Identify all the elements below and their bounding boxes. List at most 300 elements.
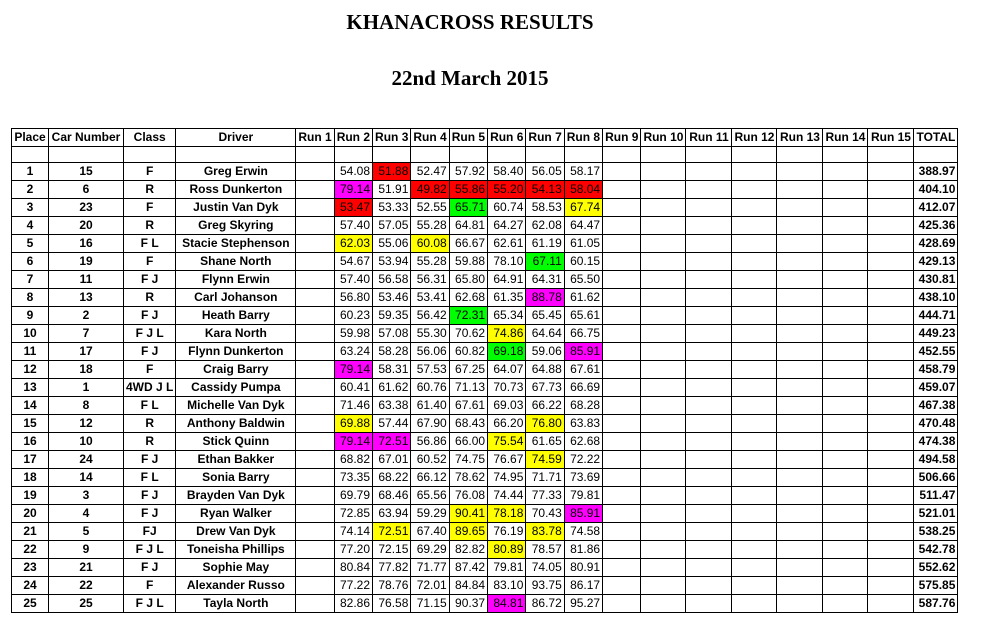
run-time-cell bbox=[686, 199, 732, 217]
empty-cell bbox=[564, 147, 602, 163]
run-time-cell bbox=[823, 289, 868, 307]
place-cell: 15 bbox=[12, 415, 49, 433]
class-cell: F bbox=[124, 199, 176, 217]
run-time-cell bbox=[603, 217, 641, 235]
run-time-cell bbox=[296, 379, 334, 397]
driver-cell: Justin Van Dyk bbox=[176, 199, 296, 217]
car-number-cell: 8 bbox=[49, 397, 124, 415]
column-header: Run 4 bbox=[411, 129, 449, 147]
run-time-cell: 56.31 bbox=[411, 271, 449, 289]
class-cell: F bbox=[124, 577, 176, 595]
run-time-cell: 78.76 bbox=[373, 577, 411, 595]
run-time-cell: 55.28 bbox=[411, 253, 449, 271]
run-time-cell bbox=[868, 577, 914, 595]
car-number-cell: 22 bbox=[49, 577, 124, 595]
run-time-cell bbox=[732, 325, 777, 343]
column-header: Run 8 bbox=[564, 129, 602, 147]
run-time-cell bbox=[641, 415, 686, 433]
run-time-cell bbox=[296, 541, 334, 559]
empty-cell bbox=[49, 147, 124, 163]
run-time-cell bbox=[777, 451, 823, 469]
run-time-cell bbox=[732, 271, 777, 289]
run-time-cell: 52.55 bbox=[411, 199, 449, 217]
run-time-cell: 84.84 bbox=[449, 577, 487, 595]
run-time-cell: 55.28 bbox=[411, 217, 449, 235]
total-cell: 388.97 bbox=[914, 163, 958, 181]
run-time-cell: 72.31 bbox=[449, 307, 487, 325]
run-time-cell bbox=[296, 217, 334, 235]
run-time-cell: 74.44 bbox=[488, 487, 526, 505]
run-time-cell bbox=[777, 415, 823, 433]
run-time-cell: 69.79 bbox=[334, 487, 372, 505]
run-time-cell bbox=[732, 469, 777, 487]
run-time-cell: 56.42 bbox=[411, 307, 449, 325]
run-time-cell bbox=[296, 343, 334, 361]
run-time-cell: 64.27 bbox=[488, 217, 526, 235]
run-time-cell: 64.64 bbox=[526, 325, 564, 343]
car-number-cell: 21 bbox=[49, 559, 124, 577]
total-cell: 538.25 bbox=[914, 523, 958, 541]
empty-cell bbox=[603, 147, 641, 163]
run-time-cell bbox=[732, 523, 777, 541]
run-time-cell bbox=[296, 469, 334, 487]
run-time-cell: 78.10 bbox=[488, 253, 526, 271]
run-time-cell bbox=[603, 397, 641, 415]
car-number-cell: 16 bbox=[49, 235, 124, 253]
class-cell: F L bbox=[124, 397, 176, 415]
run-time-cell bbox=[296, 415, 334, 433]
run-time-cell bbox=[296, 451, 334, 469]
run-time-cell bbox=[732, 595, 777, 613]
run-time-cell bbox=[603, 307, 641, 325]
total-cell: 425.36 bbox=[914, 217, 958, 235]
run-time-cell bbox=[823, 217, 868, 235]
car-number-cell: 6 bbox=[49, 181, 124, 199]
run-time-cell: 64.91 bbox=[488, 271, 526, 289]
run-time-cell bbox=[296, 253, 334, 271]
run-time-cell: 63.94 bbox=[373, 505, 411, 523]
run-time-cell: 71.46 bbox=[334, 397, 372, 415]
table-row bbox=[12, 217, 958, 235]
column-header: Run 14 bbox=[823, 129, 868, 147]
empty-cell bbox=[176, 147, 296, 163]
run-time-cell: 74.14 bbox=[334, 523, 372, 541]
table-row bbox=[12, 451, 958, 469]
run-time-cell bbox=[686, 361, 732, 379]
driver-cell: Ethan Bakker bbox=[176, 451, 296, 469]
total-cell: 412.07 bbox=[914, 199, 958, 217]
run-time-cell bbox=[603, 451, 641, 469]
class-cell: F J bbox=[124, 307, 176, 325]
run-time-cell: 56.86 bbox=[411, 433, 449, 451]
driver-cell: Drew Van Dyk bbox=[176, 523, 296, 541]
table-row bbox=[12, 361, 958, 379]
run-time-cell bbox=[603, 325, 641, 343]
run-time-cell: 60.23 bbox=[334, 307, 372, 325]
car-number-cell: 24 bbox=[49, 451, 124, 469]
empty-cell bbox=[488, 147, 526, 163]
run-time-cell bbox=[732, 397, 777, 415]
run-time-cell: 67.61 bbox=[449, 397, 487, 415]
run-time-cell: 57.05 bbox=[373, 217, 411, 235]
run-time-cell bbox=[603, 343, 641, 361]
run-time-cell: 80.84 bbox=[334, 559, 372, 577]
run-time-cell: 52.47 bbox=[411, 163, 449, 181]
run-time-cell bbox=[603, 271, 641, 289]
run-time-cell bbox=[603, 469, 641, 487]
run-time-cell: 66.69 bbox=[564, 379, 602, 397]
run-time-cell: 73.69 bbox=[564, 469, 602, 487]
run-time-cell: 65.71 bbox=[449, 199, 487, 217]
run-time-cell: 53.47 bbox=[334, 199, 372, 217]
run-time-cell: 67.25 bbox=[449, 361, 487, 379]
run-time-cell: 69.29 bbox=[411, 541, 449, 559]
run-time-cell bbox=[686, 343, 732, 361]
run-time-cell bbox=[868, 289, 914, 307]
run-time-cell bbox=[823, 235, 868, 253]
class-cell: R bbox=[124, 415, 176, 433]
run-time-cell bbox=[777, 433, 823, 451]
run-time-cell bbox=[823, 577, 868, 595]
run-time-cell: 90.41 bbox=[449, 505, 487, 523]
run-time-cell: 72.01 bbox=[411, 577, 449, 595]
run-time-cell bbox=[823, 559, 868, 577]
run-time-cell: 79.81 bbox=[488, 559, 526, 577]
car-number-cell: 4 bbox=[49, 505, 124, 523]
total-cell: 575.85 bbox=[914, 577, 958, 595]
run-time-cell bbox=[868, 235, 914, 253]
run-time-cell bbox=[732, 541, 777, 559]
driver-cell: Michelle Van Dyk bbox=[176, 397, 296, 415]
run-time-cell: 77.82 bbox=[373, 559, 411, 577]
run-time-cell: 60.52 bbox=[411, 451, 449, 469]
run-time-cell bbox=[686, 523, 732, 541]
car-number-cell: 13 bbox=[49, 289, 124, 307]
class-cell: R bbox=[124, 433, 176, 451]
run-time-cell: 51.88 bbox=[373, 163, 411, 181]
run-time-cell bbox=[686, 469, 732, 487]
place-cell: 5 bbox=[12, 235, 49, 253]
place-cell: 12 bbox=[12, 361, 49, 379]
run-time-cell bbox=[777, 577, 823, 595]
class-cell: F J bbox=[124, 343, 176, 361]
empty-cell bbox=[686, 147, 732, 163]
run-time-cell: 83.10 bbox=[488, 577, 526, 595]
run-time-cell: 61.35 bbox=[488, 289, 526, 307]
run-time-cell: 79.81 bbox=[564, 487, 602, 505]
run-time-cell: 54.13 bbox=[526, 181, 564, 199]
run-time-cell bbox=[296, 199, 334, 217]
run-time-cell: 61.62 bbox=[564, 289, 602, 307]
empty-cell bbox=[526, 147, 564, 163]
run-time-cell bbox=[686, 271, 732, 289]
run-time-cell bbox=[823, 433, 868, 451]
run-time-cell bbox=[686, 415, 732, 433]
run-time-cell: 82.86 bbox=[334, 595, 372, 613]
run-time-cell bbox=[603, 289, 641, 307]
table-row bbox=[12, 325, 958, 343]
car-number-cell: 5 bbox=[49, 523, 124, 541]
driver-cell: Kara North bbox=[176, 325, 296, 343]
table-row bbox=[12, 181, 958, 199]
driver-cell: Stick Quinn bbox=[176, 433, 296, 451]
run-time-cell bbox=[732, 451, 777, 469]
run-time-cell bbox=[823, 595, 868, 613]
run-time-cell: 71.15 bbox=[411, 595, 449, 613]
run-time-cell: 68.82 bbox=[334, 451, 372, 469]
run-time-cell bbox=[823, 325, 868, 343]
car-number-cell: 25 bbox=[49, 595, 124, 613]
table-row bbox=[12, 253, 958, 271]
total-cell: 467.38 bbox=[914, 397, 958, 415]
total-cell: 552.62 bbox=[914, 559, 958, 577]
car-number-cell: 12 bbox=[49, 415, 124, 433]
run-time-cell bbox=[296, 559, 334, 577]
run-time-cell: 69.88 bbox=[334, 415, 372, 433]
run-time-cell bbox=[603, 541, 641, 559]
run-time-cell bbox=[732, 343, 777, 361]
run-time-cell bbox=[296, 163, 334, 181]
run-time-cell: 59.35 bbox=[373, 307, 411, 325]
run-time-cell: 55.06 bbox=[373, 235, 411, 253]
run-time-cell bbox=[641, 577, 686, 595]
run-time-cell: 62.03 bbox=[334, 235, 372, 253]
table-row bbox=[12, 379, 958, 397]
table-row bbox=[12, 415, 958, 433]
car-number-cell: 2 bbox=[49, 307, 124, 325]
driver-cell: Carl Johanson bbox=[176, 289, 296, 307]
run-time-cell bbox=[296, 325, 334, 343]
driver-cell: Flynn Erwin bbox=[176, 271, 296, 289]
run-time-cell bbox=[686, 541, 732, 559]
run-time-cell bbox=[686, 163, 732, 181]
run-time-cell bbox=[603, 415, 641, 433]
run-time-cell bbox=[732, 289, 777, 307]
run-time-cell bbox=[868, 379, 914, 397]
run-time-cell bbox=[686, 325, 732, 343]
table-row bbox=[12, 505, 958, 523]
run-time-cell bbox=[296, 271, 334, 289]
run-time-cell bbox=[868, 217, 914, 235]
run-time-cell: 53.46 bbox=[373, 289, 411, 307]
column-header: Driver bbox=[176, 129, 296, 147]
column-header: Run 15 bbox=[868, 129, 914, 147]
run-time-cell bbox=[296, 235, 334, 253]
car-number-cell: 23 bbox=[49, 199, 124, 217]
run-time-cell: 65.34 bbox=[488, 307, 526, 325]
run-time-cell bbox=[777, 325, 823, 343]
class-cell: F J bbox=[124, 487, 176, 505]
table-row bbox=[12, 307, 958, 325]
run-time-cell bbox=[777, 289, 823, 307]
class-cell: F J L bbox=[124, 541, 176, 559]
class-cell: F J L bbox=[124, 325, 176, 343]
run-time-cell: 64.07 bbox=[488, 361, 526, 379]
run-time-cell bbox=[777, 505, 823, 523]
run-time-cell: 86.72 bbox=[526, 595, 564, 613]
run-time-cell: 62.08 bbox=[526, 217, 564, 235]
run-time-cell: 72.22 bbox=[564, 451, 602, 469]
class-cell: F L bbox=[124, 235, 176, 253]
place-cell: 6 bbox=[12, 253, 49, 271]
run-time-cell: 74.75 bbox=[449, 451, 487, 469]
run-time-cell: 53.33 bbox=[373, 199, 411, 217]
car-number-cell: 17 bbox=[49, 343, 124, 361]
run-time-cell: 74.95 bbox=[488, 469, 526, 487]
run-time-cell bbox=[603, 595, 641, 613]
run-time-cell: 68.28 bbox=[564, 397, 602, 415]
column-header: Run 2 bbox=[334, 129, 372, 147]
run-time-cell: 59.06 bbox=[526, 343, 564, 361]
run-time-cell: 58.28 bbox=[373, 343, 411, 361]
run-time-cell: 74.59 bbox=[526, 451, 564, 469]
run-time-cell: 63.38 bbox=[373, 397, 411, 415]
run-time-cell: 56.06 bbox=[411, 343, 449, 361]
driver-cell: Ryan Walker bbox=[176, 505, 296, 523]
run-time-cell: 53.94 bbox=[373, 253, 411, 271]
car-number-cell: 14 bbox=[49, 469, 124, 487]
place-cell: 14 bbox=[12, 397, 49, 415]
run-time-cell bbox=[641, 343, 686, 361]
run-time-cell: 68.46 bbox=[373, 487, 411, 505]
run-time-cell bbox=[732, 361, 777, 379]
run-time-cell: 77.33 bbox=[526, 487, 564, 505]
run-time-cell: 78.18 bbox=[488, 505, 526, 523]
run-time-cell: 62.61 bbox=[488, 235, 526, 253]
run-time-cell bbox=[777, 361, 823, 379]
place-cell: 4 bbox=[12, 217, 49, 235]
car-number-cell: 3 bbox=[49, 487, 124, 505]
empty-cell bbox=[373, 147, 411, 163]
run-time-cell bbox=[641, 433, 686, 451]
empty-cell bbox=[334, 147, 372, 163]
car-number-cell: 10 bbox=[49, 433, 124, 451]
run-time-cell: 57.44 bbox=[373, 415, 411, 433]
run-time-cell: 58.53 bbox=[526, 199, 564, 217]
run-time-cell bbox=[732, 199, 777, 217]
run-time-cell bbox=[296, 361, 334, 379]
empty-cell bbox=[914, 147, 958, 163]
car-number-cell: 7 bbox=[49, 325, 124, 343]
total-cell: 430.81 bbox=[914, 271, 958, 289]
place-cell: 2 bbox=[12, 181, 49, 199]
driver-cell: Toneisha Phillips bbox=[176, 541, 296, 559]
total-cell: 587.76 bbox=[914, 595, 958, 613]
run-time-cell bbox=[686, 307, 732, 325]
run-time-cell: 61.65 bbox=[526, 433, 564, 451]
run-time-cell: 67.61 bbox=[564, 361, 602, 379]
run-time-cell: 61.19 bbox=[526, 235, 564, 253]
car-number-cell: 9 bbox=[49, 541, 124, 559]
table-row bbox=[12, 595, 958, 613]
total-cell: 404.10 bbox=[914, 181, 958, 199]
run-time-cell: 64.47 bbox=[564, 217, 602, 235]
run-time-cell bbox=[686, 289, 732, 307]
run-time-cell: 95.27 bbox=[564, 595, 602, 613]
run-time-cell: 70.43 bbox=[526, 505, 564, 523]
run-time-cell bbox=[641, 469, 686, 487]
run-time-cell bbox=[823, 253, 868, 271]
empty-cell bbox=[449, 147, 487, 163]
run-time-cell: 74.86 bbox=[488, 325, 526, 343]
class-cell: F bbox=[124, 163, 176, 181]
total-cell: 506.66 bbox=[914, 469, 958, 487]
run-time-cell: 76.19 bbox=[488, 523, 526, 541]
run-time-cell: 51.91 bbox=[373, 181, 411, 199]
run-time-cell: 64.81 bbox=[449, 217, 487, 235]
run-time-cell bbox=[732, 559, 777, 577]
empty-cell bbox=[411, 147, 449, 163]
place-cell: 17 bbox=[12, 451, 49, 469]
run-time-cell bbox=[603, 559, 641, 577]
run-time-cell bbox=[641, 397, 686, 415]
place-cell: 7 bbox=[12, 271, 49, 289]
run-time-cell bbox=[641, 559, 686, 577]
driver-cell: Craig Barry bbox=[176, 361, 296, 379]
run-time-cell bbox=[296, 487, 334, 505]
run-time-cell bbox=[686, 217, 732, 235]
total-cell: 459.07 bbox=[914, 379, 958, 397]
run-time-cell bbox=[603, 523, 641, 541]
run-time-cell: 63.24 bbox=[334, 343, 372, 361]
place-cell: 19 bbox=[12, 487, 49, 505]
run-time-cell bbox=[732, 577, 777, 595]
run-time-cell bbox=[868, 505, 914, 523]
column-header: Run 9 bbox=[603, 129, 641, 147]
run-time-cell: 72.85 bbox=[334, 505, 372, 523]
run-time-cell bbox=[777, 397, 823, 415]
run-time-cell: 76.58 bbox=[373, 595, 411, 613]
run-time-cell bbox=[296, 307, 334, 325]
run-time-cell bbox=[641, 379, 686, 397]
run-time-cell: 68.43 bbox=[449, 415, 487, 433]
run-time-cell bbox=[603, 505, 641, 523]
table-row bbox=[12, 271, 958, 289]
run-time-cell: 70.62 bbox=[449, 325, 487, 343]
table-row bbox=[12, 289, 958, 307]
run-time-cell bbox=[603, 487, 641, 505]
run-time-cell: 67.74 bbox=[564, 199, 602, 217]
run-time-cell bbox=[732, 235, 777, 253]
run-time-cell: 58.17 bbox=[564, 163, 602, 181]
run-time-cell: 85.91 bbox=[564, 505, 602, 523]
driver-cell: Alexander Russo bbox=[176, 577, 296, 595]
run-time-cell: 78.57 bbox=[526, 541, 564, 559]
table-row bbox=[12, 397, 958, 415]
run-time-cell bbox=[868, 361, 914, 379]
table-row bbox=[12, 523, 958, 541]
run-time-cell: 71.71 bbox=[526, 469, 564, 487]
run-time-cell: 65.80 bbox=[449, 271, 487, 289]
run-time-cell: 55.86 bbox=[449, 181, 487, 199]
place-cell: 11 bbox=[12, 343, 49, 361]
table-row bbox=[12, 469, 958, 487]
run-time-cell: 85.91 bbox=[564, 343, 602, 361]
empty-cell bbox=[296, 147, 334, 163]
column-header: Car Number bbox=[49, 129, 124, 147]
run-time-cell bbox=[868, 181, 914, 199]
place-cell: 20 bbox=[12, 505, 49, 523]
table-row bbox=[12, 343, 958, 361]
run-time-cell: 72.51 bbox=[373, 523, 411, 541]
run-time-cell bbox=[777, 163, 823, 181]
empty-cell bbox=[641, 147, 686, 163]
run-time-cell bbox=[868, 397, 914, 415]
table-row bbox=[12, 541, 958, 559]
run-time-cell bbox=[823, 505, 868, 523]
run-time-cell: 57.92 bbox=[449, 163, 487, 181]
driver-cell: Sonia Barry bbox=[176, 469, 296, 487]
